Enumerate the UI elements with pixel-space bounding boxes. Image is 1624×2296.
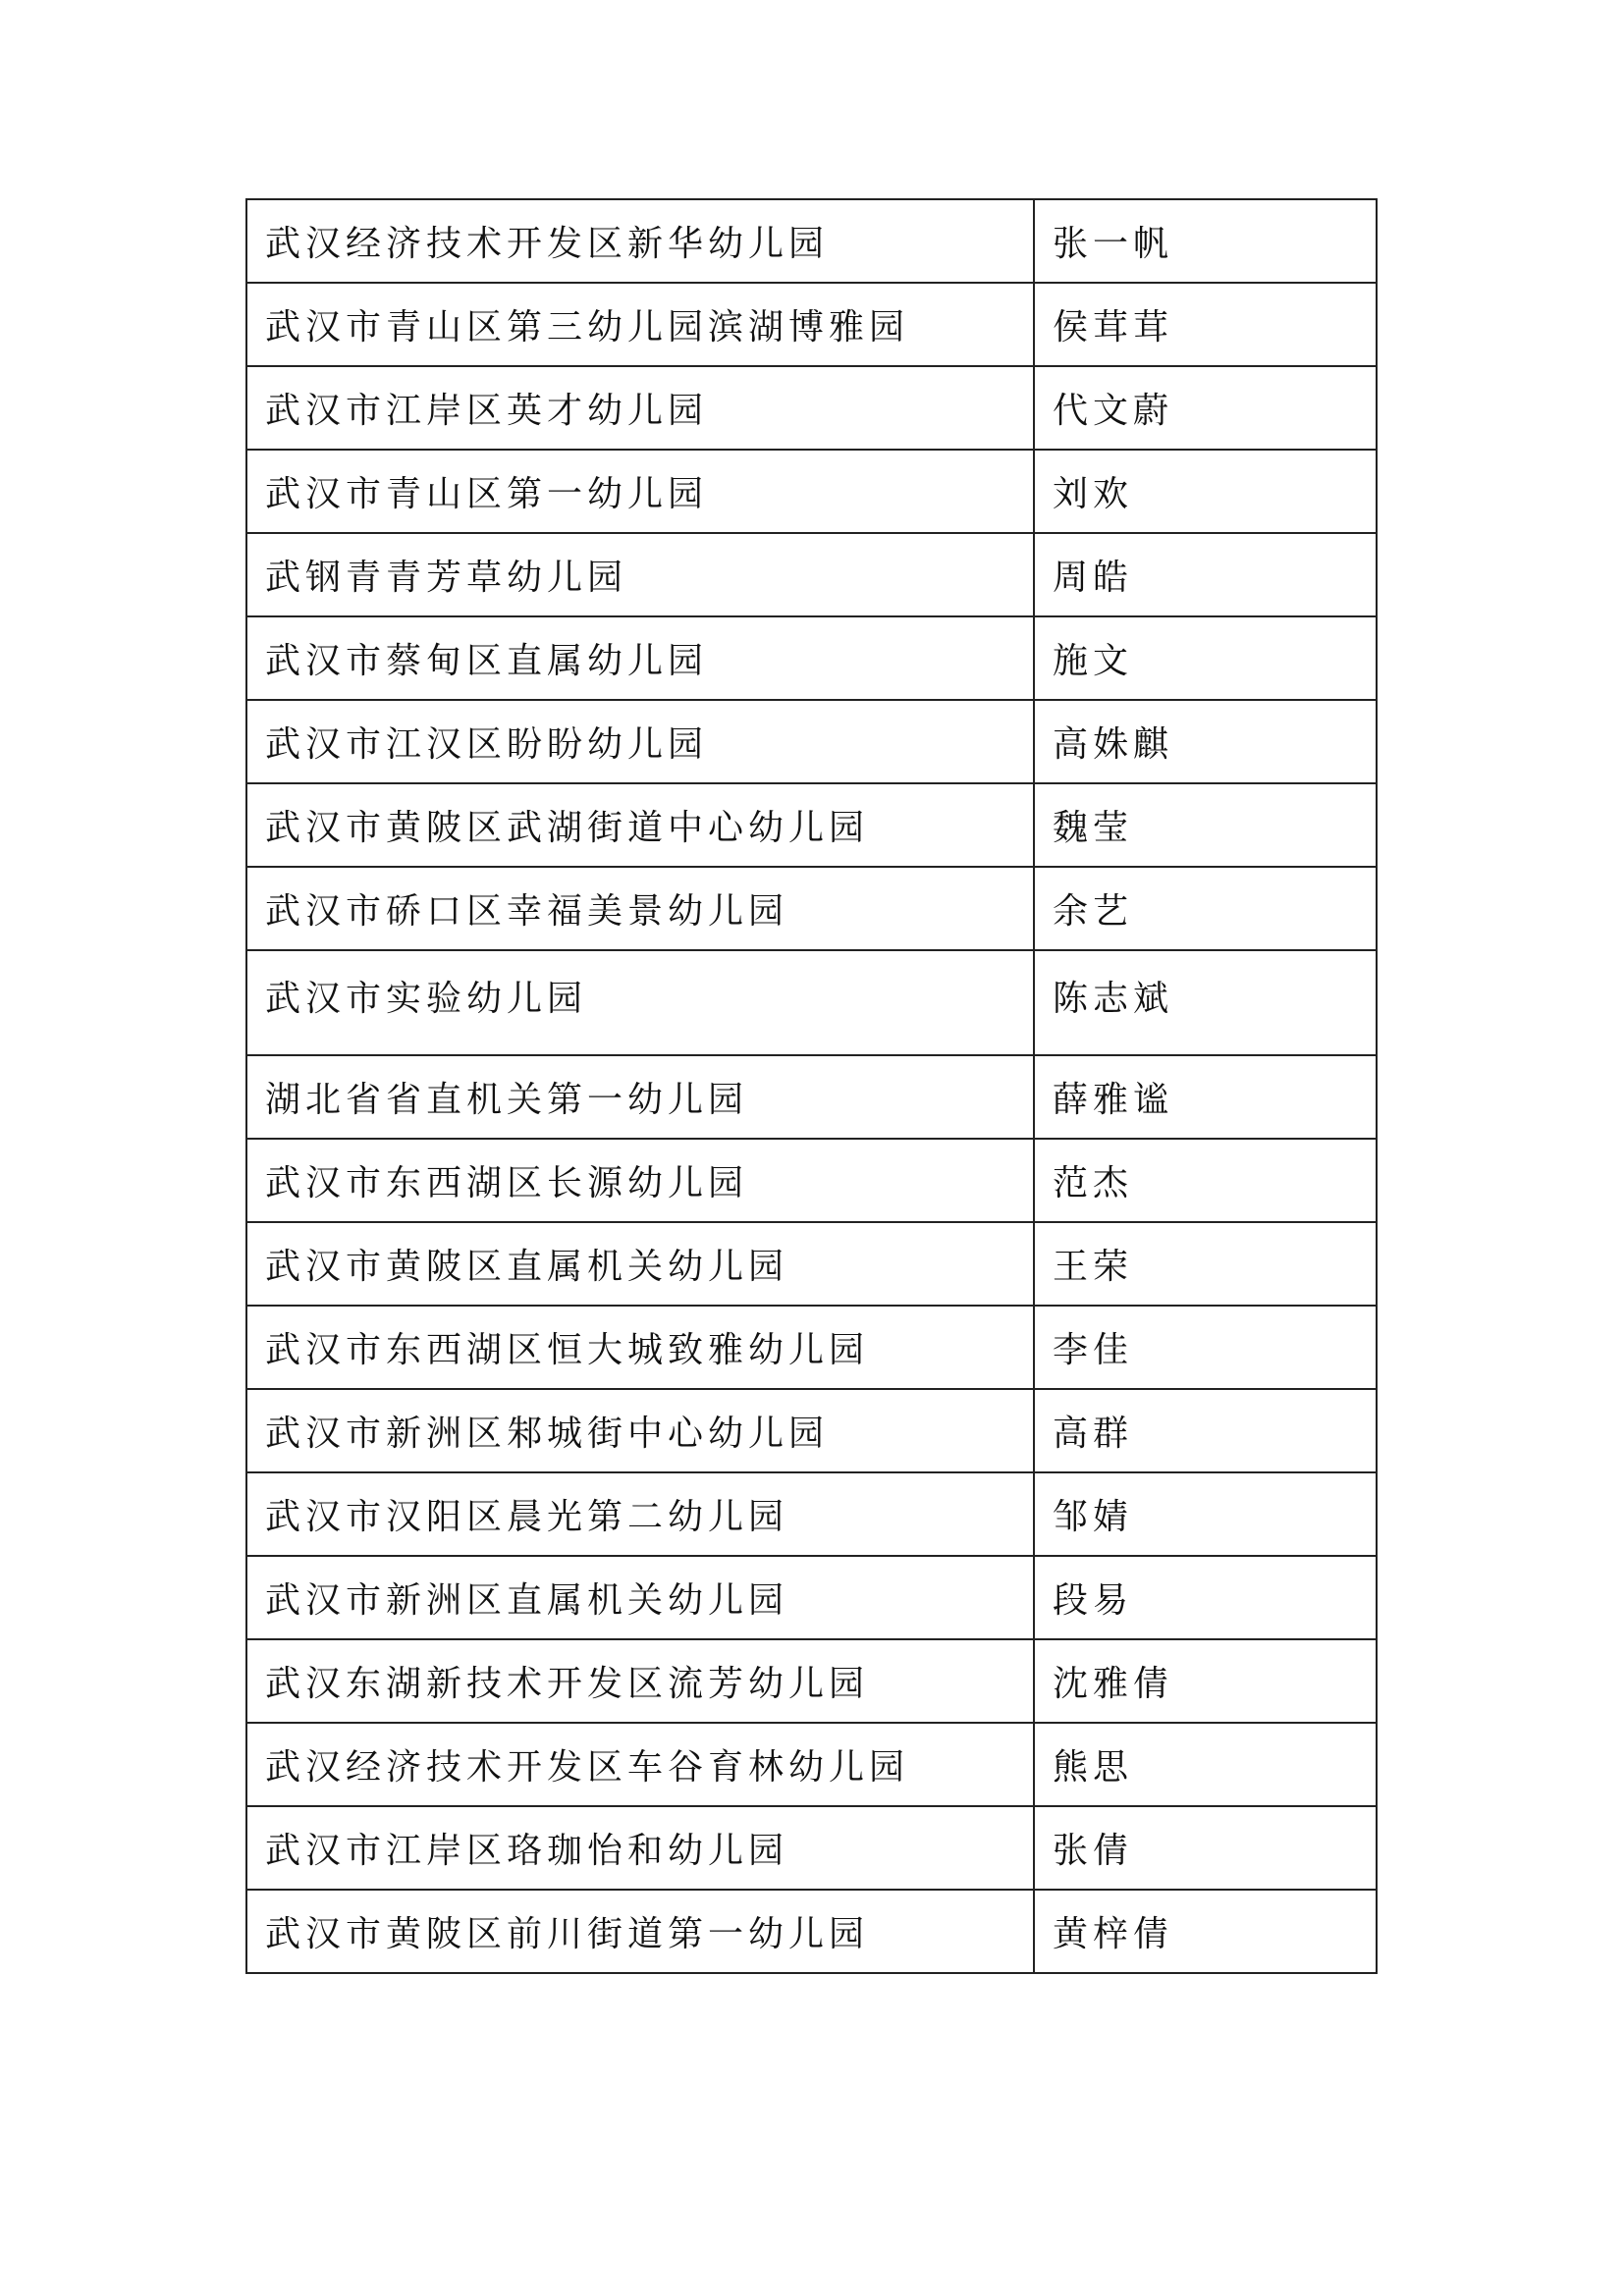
table-row [246,533,1377,616]
table-row [246,1389,1377,1472]
kindergarten-cell: 武汉市青山区第一幼儿园 [246,450,1034,533]
teacher-name-cell: 刘欢 [1034,450,1377,533]
teacher-name-cell: 王荣 [1034,1222,1377,1306]
table-row [246,1222,1377,1306]
kindergarten-cell: 武汉市硚口区幸福美景幼儿园 [246,867,1034,950]
kindergarten-cell: 武汉市青山区第三幼儿园滨湖博雅园 [246,283,1034,366]
table-row [246,1723,1377,1806]
table-row [246,1806,1377,1890]
table-row [246,867,1377,950]
table-row [246,1306,1377,1389]
table-row [246,1472,1377,1556]
kindergarten-cell: 武汉市黄陂区前川街道第一幼儿园 [246,1890,1034,1973]
teacher-name-cell: 范杰 [1034,1139,1377,1222]
teacher-name-cell: 陈志斌 [1034,950,1377,1055]
table-row [246,616,1377,700]
roster-table [245,198,1378,1974]
teacher-name-cell: 周皓 [1034,533,1377,616]
kindergarten-cell: 武汉市蔡甸区直属幼儿园 [246,616,1034,700]
table-row [246,199,1377,283]
kindergarten-cell: 武汉市新洲区直属机关幼儿园 [246,1556,1034,1639]
teacher-name-cell: 高群 [1034,1389,1377,1472]
teacher-name-cell: 李佳 [1034,1306,1377,1389]
table-row [246,950,1377,1055]
kindergarten-cell: 武汉经济技术开发区新华幼儿园 [246,199,1034,283]
kindergarten-cell: 湖北省省直机关第一幼儿园 [246,1055,1034,1139]
table-row [246,1556,1377,1639]
teacher-name-cell: 薛雅谧 [1034,1055,1377,1139]
kindergarten-cell: 武汉市黄陂区武湖街道中心幼儿园 [246,783,1034,867]
kindergarten-cell: 武汉市江岸区英才幼儿园 [246,366,1034,450]
teacher-name-cell: 魏莹 [1034,783,1377,867]
kindergarten-cell: 武汉市新洲区邾城街中心幼儿园 [246,1389,1034,1472]
kindergarten-cell: 武汉市江汉区盼盼幼儿园 [246,700,1034,783]
table-row [246,1139,1377,1222]
kindergarten-cell: 武汉市黄陂区直属机关幼儿园 [246,1222,1034,1306]
kindergarten-cell: 武汉市东西湖区长源幼儿园 [246,1139,1034,1222]
teacher-name-cell: 余艺 [1034,867,1377,950]
kindergarten-cell: 武汉市东西湖区恒大城致雅幼儿园 [246,1306,1034,1389]
teacher-name-cell: 高姝麒 [1034,700,1377,783]
teacher-name-cell: 施文 [1034,616,1377,700]
teacher-name-cell: 代文蔚 [1034,366,1377,450]
kindergarten-cell: 武汉经济技术开发区车谷育林幼儿园 [246,1723,1034,1806]
table-row [246,283,1377,366]
teacher-name-cell: 张倩 [1034,1806,1377,1890]
teacher-name-cell: 熊思 [1034,1723,1377,1806]
teacher-name-cell: 段易 [1034,1556,1377,1639]
teacher-name-cell: 沈雅倩 [1034,1639,1377,1723]
table-row [246,783,1377,867]
table-row [246,1055,1377,1139]
teacher-name-cell: 邹婧 [1034,1472,1377,1556]
table-row [246,1890,1377,1973]
table-row [246,700,1377,783]
table-row [246,450,1377,533]
teacher-name-cell: 侯茸茸 [1034,283,1377,366]
table-row [246,1639,1377,1723]
teacher-name-cell: 黄梓倩 [1034,1890,1377,1973]
kindergarten-cell: 武汉市江岸区珞珈怡和幼儿园 [246,1806,1034,1890]
kindergarten-cell: 武汉市汉阳区晨光第二幼儿园 [246,1472,1034,1556]
kindergarten-cell: 武汉市实验幼儿园 [246,950,1034,1055]
table-row [246,366,1377,450]
kindergarten-cell: 武钢青青芳草幼儿园 [246,533,1034,616]
teacher-name-cell: 张一帆 [1034,199,1377,283]
kindergarten-cell: 武汉东湖新技术开发区流芳幼儿园 [246,1639,1034,1723]
